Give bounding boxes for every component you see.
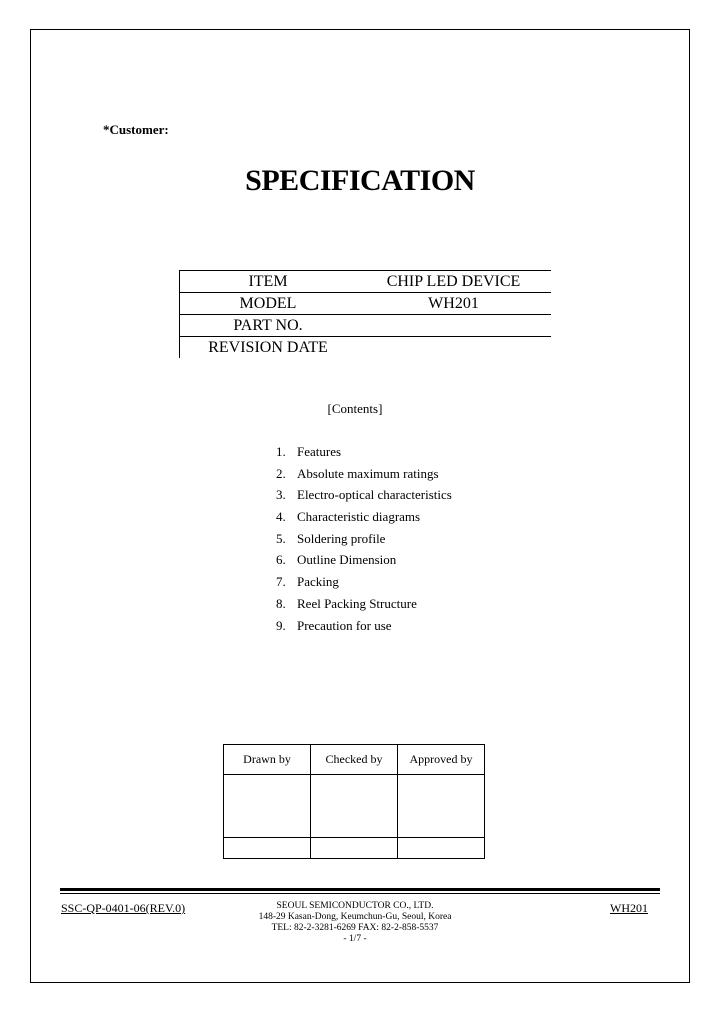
footer-company-block <box>0 901 710 945</box>
info-label-model: MODEL <box>239 295 297 312</box>
footer-divider-thick <box>60 888 660 891</box>
checked-by-date-cell <box>311 838 398 859</box>
drawn-by-header: Drawn by <box>224 745 311 775</box>
drawn-by-date-cell <box>224 838 311 859</box>
list-item <box>276 443 452 465</box>
info-label-revision-date: REVISION DATE <box>208 339 328 356</box>
list-item <box>276 595 452 617</box>
footer-document-code: SSC-QP-0401-06(REV.0) <box>61 901 186 915</box>
approval-table <box>223 744 485 859</box>
checked-by-signature-cell <box>311 775 398 838</box>
list-item <box>276 465 452 487</box>
signature-row <box>224 775 485 838</box>
list-item-label: Characteristic diagrams <box>297 509 421 525</box>
document-title: SPECIFICATION <box>245 164 475 197</box>
list-item-label: Soldering profile <box>297 530 386 546</box>
list-item-number: 8. <box>276 595 286 611</box>
info-label-item: ITEM <box>248 273 288 290</box>
list-item <box>276 530 452 552</box>
checked-by-header: Checked by <box>311 745 398 775</box>
spec-info-table <box>179 270 551 358</box>
approved-by-date-cell <box>398 838 485 859</box>
approved-by-signature-cell <box>398 775 485 838</box>
list-item-number: 1. <box>276 444 286 459</box>
info-value-item: CHIP LED DEVICE <box>386 273 521 290</box>
list-item-number: 4. <box>276 509 286 525</box>
footer-address: 148-29 Kasan-Dong, Keumchun-Gu, Seoul, Korea <box>258 912 452 922</box>
footer-contact: TEL: 82-2-3281-6269 FAX: 82-2-858-5537 <box>271 923 439 933</box>
info-row-revision-date <box>180 336 551 358</box>
footer-company-name: SEOUL SEMICONDUCTOR CO., LTD. <box>276 901 434 911</box>
contents-heading: [Contents] <box>327 401 383 416</box>
drawn-by-signature-cell <box>224 775 311 838</box>
info-row-item <box>180 270 551 292</box>
list-item <box>276 617 452 639</box>
info-row-model <box>180 292 551 314</box>
list-item <box>276 508 452 530</box>
footer-page-number: - 1/7 - <box>343 934 367 944</box>
list-item <box>276 573 452 595</box>
list-item-number: 5. <box>276 530 286 546</box>
list-item <box>276 551 452 573</box>
footer-divider-thin <box>60 893 660 894</box>
list-item-number: 3. <box>276 487 286 503</box>
list-item-label: Packing <box>297 574 339 590</box>
list-item-number: 9. <box>276 617 286 633</box>
info-label-part-no: PART NO. <box>233 317 303 334</box>
contents-list <box>276 443 452 638</box>
list-item-label: Precaution for use <box>297 617 392 633</box>
list-item-label: Electro-optical characteristics <box>297 487 452 503</box>
list-item-label: Outline Dimension <box>297 552 397 568</box>
date-row <box>224 838 485 859</box>
approved-by-header: Approved by <box>398 745 485 775</box>
info-row-part-no <box>180 314 551 336</box>
list-item-label: Absolute maximum ratings <box>297 465 439 481</box>
list-item-number: 7. <box>276 574 286 590</box>
list-item-label: Reel Packing Structure <box>297 595 417 611</box>
list-item-number: 6. <box>276 552 286 568</box>
customer-label: *Customer: <box>103 122 169 137</box>
footer-model: WH201 <box>610 901 648 915</box>
info-value-model: WH201 <box>428 295 479 312</box>
list-item <box>276 486 452 508</box>
list-item-label: Features <box>297 444 342 459</box>
approval-header-row <box>224 745 485 775</box>
list-item-number: 2. <box>276 465 286 481</box>
